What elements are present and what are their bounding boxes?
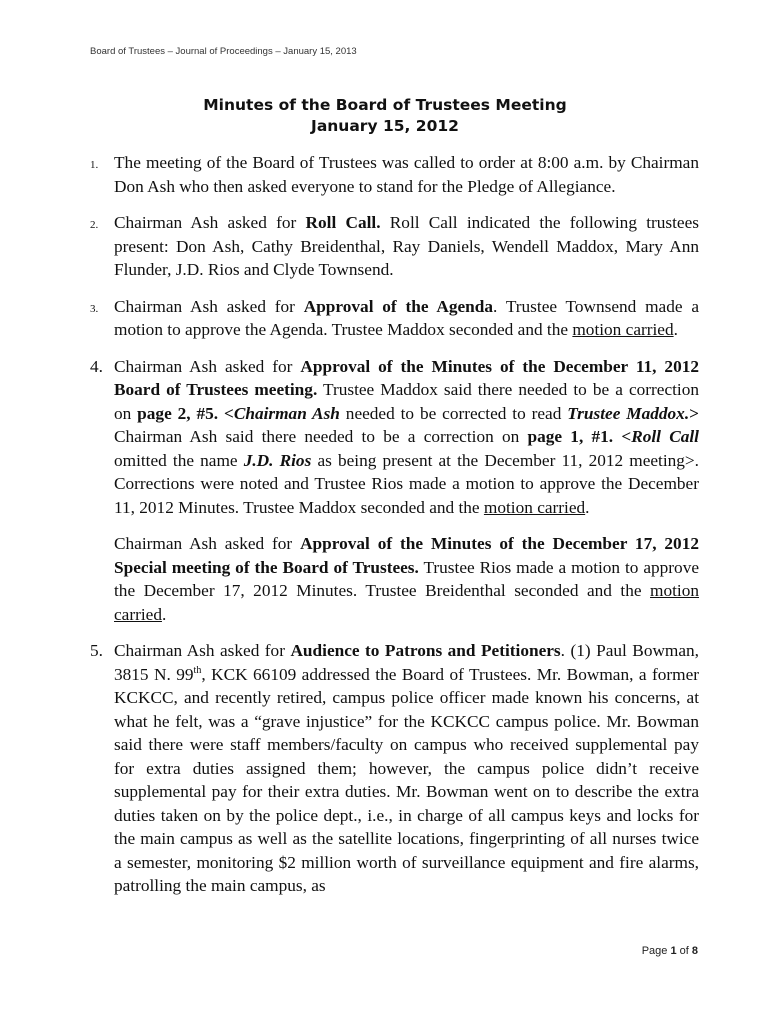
item-number: 2. xyxy=(90,219,99,231)
minutes-item-4 xyxy=(90,355,699,627)
item-text: The meeting of the Board of Trustees was called to order at 8:00 a.m. by Chairman Don Ash who then asked everyone to stand for the Pledge of Allegiance. xyxy=(114,153,699,196)
bold-term: Approval of the Minutes of the December 17, 2012 Special meeting of the Board of Trustees. xyxy=(114,534,699,577)
item-number: 5. xyxy=(90,641,103,660)
minutes-item-2 xyxy=(90,211,699,282)
bold-term: Approval of the Minutes of the December 11, 2012 Board of Trustees meeting. xyxy=(114,356,699,399)
item-number: 3. xyxy=(90,302,99,315)
item-text: Chairman Ash asked for Approval of the Agenda. Trustee Townsend made a motion to approve the Agenda. Trustee Maddox seconded and the motion carried. xyxy=(114,296,699,339)
running-header: Board of Trustees – Journal of Proceedings – January 15, 2013 xyxy=(90,46,357,57)
item-text-continued: Chairman Ash asked for Approval of the Minutes of the December 17, 2012 Special meeting of the Board of Trustees. Trustee Rios made a motion to approve the December 17, 2012 Minutes. Trustee Breidenthal seconded and the motion carried. xyxy=(114,534,700,624)
minutes-item-3 xyxy=(90,295,699,342)
bold-term: page 2, #5. xyxy=(137,403,219,423)
page-title: Minutes of the Board of Trustees Meeting xyxy=(203,96,567,114)
page-subtitle-date: January 15, 2012 xyxy=(311,117,459,135)
minutes-item-1 xyxy=(90,151,699,198)
bold-term: Approval of the Agenda xyxy=(303,296,494,316)
item-text: Chairman Ash asked for Audience to Patrons and Petitioners. (1) Paul Bowman, 3815 N. 99th, KCK 66109 addressed the Board of Trustees. Mr. Bowman, a former KCKCC, and recently retired, campus police officer made known his concerns, at what he felt, was a “grave injustice” for the KCKCC campus police. Mr. Bowman said there were staff members/faculty on campus who received supplemental pay for extra duties assigned them; however, the campus police didn’t receive supplemental pay for their extra duties. Mr. Bowman went on to describe the extra duties taken on by the police dept., i.e., in charge of all campus keys and locks for the main campus as well as the satellite locations, fingerprinting of all nurses twice a semester, monitoring $2 million worth of surveillance equipment and fire alarms, patrolling the main campus, as xyxy=(114,641,700,895)
superscript: th xyxy=(193,664,202,676)
item-number: 1. xyxy=(90,159,99,171)
page-number: Page 1 of 8 xyxy=(641,945,698,957)
item-text: Chairman Ash asked for Approval of the Minutes of the December 11, 2012 Board of Trustees meeting. Trustee Maddox said there needed to be a correction on page 2, #5. <Chairman Ash needed to be corrected to read Trustee Maddox.> Chairman Ash said there needed to be a correction on page 1, #1. <Roll Call omitted the name J.D. Rios as being present at the December 11, 2012 meeting>. Corrections were noted and Trustee Rios made a motion to approve the December 11, 2012 Minutes. Trustee Maddox seconded and the motion carried. xyxy=(114,356,700,517)
underlined-term: motion carried xyxy=(572,320,674,339)
bold-italic-term: Chairman Ash xyxy=(233,403,340,423)
bold-italic-term: Trustee Maddox. xyxy=(567,403,690,423)
item-number: 4. xyxy=(90,356,103,376)
minutes-list xyxy=(90,151,699,911)
bold-term: Audience to Patrons and Petitioners xyxy=(290,641,561,660)
bold-term: page 1, #1. < xyxy=(527,427,632,446)
bold-italic-term: Roll Call xyxy=(631,427,699,446)
bold-term: Roll Call. xyxy=(305,213,381,232)
item-text: Chairman Ash asked for Roll Call. Roll Call indicated the following trustees present: Don Ash, Cathy Breidenthal, Ray Daniels, Wendell Maddox, Mary Ann Flunder, J.D. Rios and Clyde Townsend. xyxy=(114,213,699,279)
underlined-term: motion carried xyxy=(114,581,699,624)
minutes-item-5 xyxy=(90,639,699,898)
bold-italic-term: J.D. Rios xyxy=(243,450,312,470)
underlined-term: motion carried xyxy=(483,497,586,517)
